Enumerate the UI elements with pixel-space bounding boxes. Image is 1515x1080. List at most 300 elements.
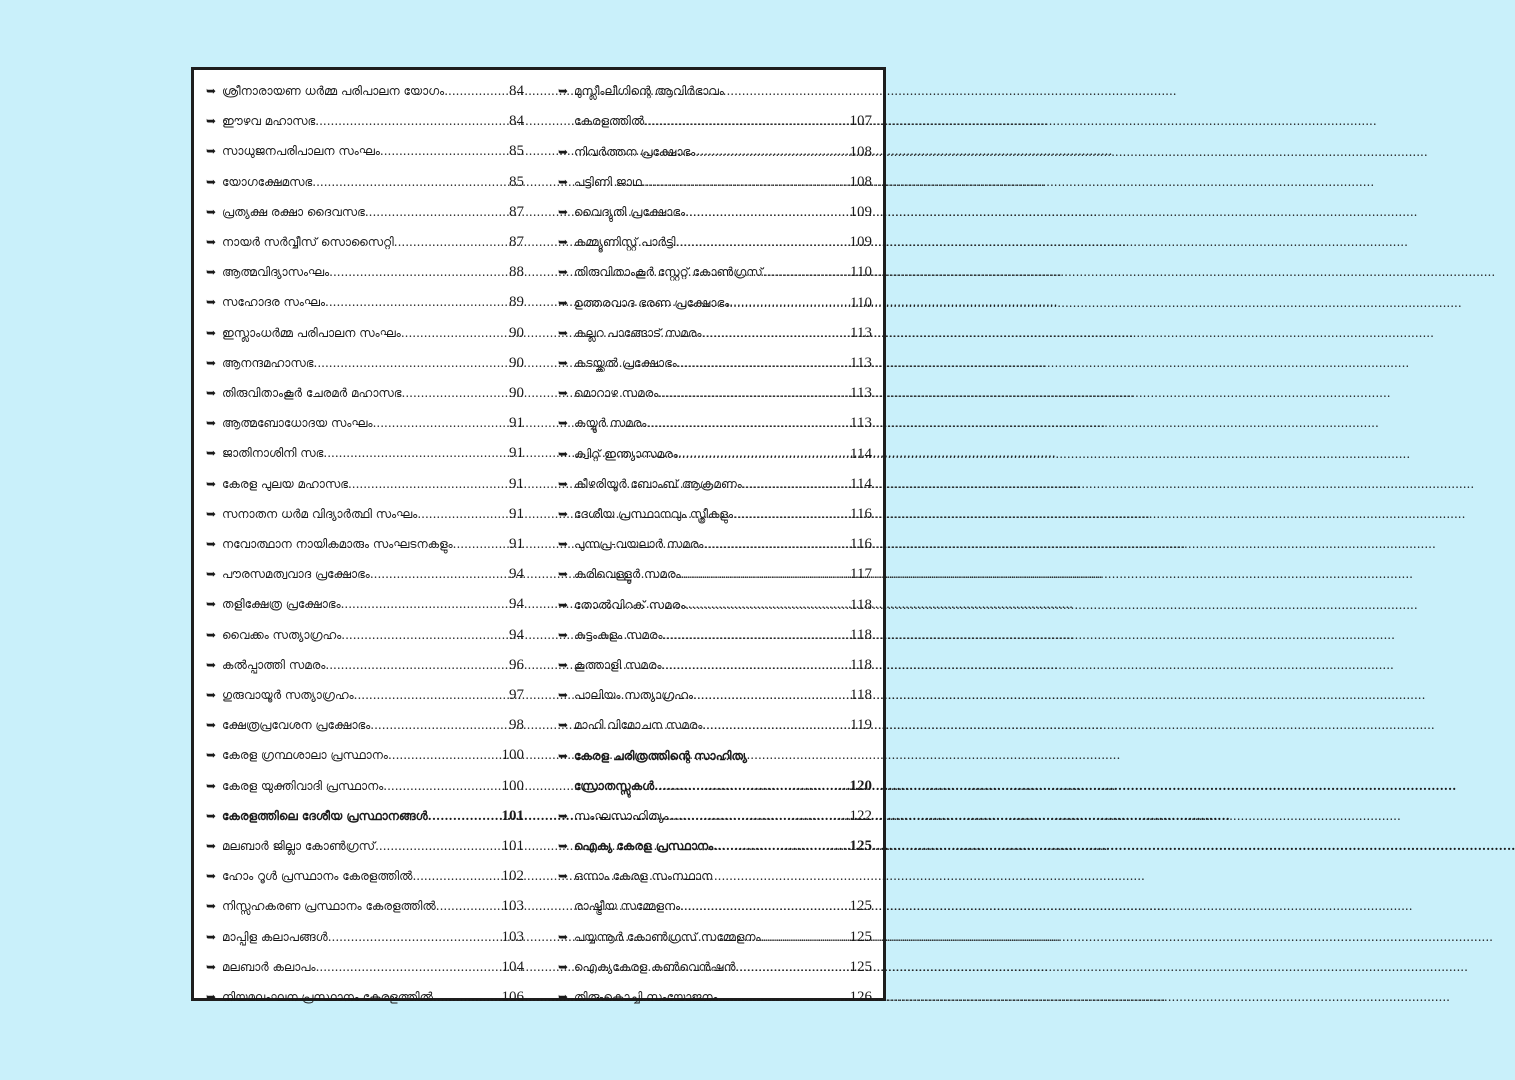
toc-page-number: 90: [509, 354, 524, 371]
arrow-bullet-icon: ➥: [558, 537, 569, 552]
toc-entry: [558, 657, 872, 673]
toc-page-number: 91: [509, 475, 524, 492]
arrow-bullet-icon: ➥: [558, 355, 569, 370]
dot-leader: [668, 808, 848, 824]
toc-entry-title: സനാതന ധർമ വിദ്യാർത്ഥി സംഘം: [222, 506, 418, 521]
arrow-bullet-icon: ➥: [206, 778, 217, 793]
arrow-bullet-icon: ➥: [206, 718, 217, 733]
toc-entry-title: തിരുവിതാംകൂർ ചേരമർ മഹാസഭ: [222, 386, 402, 400]
toc-page-number: 84: [509, 83, 524, 99]
toc-entry: [206, 989, 524, 1005]
toc-page-number: 100: [501, 777, 524, 794]
toc-entry: [206, 536, 524, 552]
toc-entry-title: പുന്നപ്ര-വയലാർ സമരം: [574, 537, 704, 552]
dot-leader: [654, 778, 848, 794]
toc-entry: [558, 989, 872, 1005]
toc-page-number: 90: [509, 324, 524, 341]
toc-page-number: 94: [509, 566, 524, 583]
toc-entry-title: കയ്യൂർ സമരം: [574, 416, 647, 431]
toc-page-number: 88: [509, 264, 524, 281]
toc-entry-title: കല്ലറ പാങ്ങോട് സമരം: [574, 325, 702, 340]
toc-page-number: 87: [509, 203, 524, 220]
arrow-bullet-icon: ➥: [206, 899, 217, 914]
toc-entry: [206, 83, 524, 99]
toc-entry: [206, 717, 524, 733]
toc-entry-title: കൽപ്പാത്തി സമരം: [222, 657, 326, 672]
toc-entry: [558, 355, 872, 371]
toc-entry: [558, 717, 872, 733]
arrow-bullet-icon: ➥: [558, 869, 569, 884]
dot-leader: [417, 506, 508, 522]
arrow-bullet-icon: ➥: [558, 839, 569, 854]
toc-page-number: 118: [850, 626, 872, 643]
dot-leader: [329, 264, 508, 280]
toc-entry: [558, 144, 872, 160]
arrow-bullet-icon: ➥: [206, 114, 217, 129]
arrow-bullet-icon: ➥: [206, 446, 217, 461]
toc-page-number: 125: [849, 959, 872, 976]
dot-leader: [433, 989, 501, 1005]
toc-entry-title: മാഹി വിമോചന സമരം: [574, 718, 703, 733]
dot-leader: [695, 144, 848, 160]
toc-entry: [206, 566, 524, 582]
arrow-bullet-icon: ➥: [558, 809, 569, 823]
dot-leader: [412, 868, 500, 884]
arrow-bullet-icon: ➥: [206, 506, 217, 521]
toc-page-number: 122: [849, 808, 872, 824]
toc-entry-title: നിസ്സഹകരണ പ്രസ്ഥാനം കേരളത്തിൽ: [222, 899, 436, 914]
arrow-bullet-icon: ➥: [558, 144, 569, 159]
toc-entry-title: വൈദ്യുതി പ്രക്ഷോഭം: [574, 204, 686, 219]
toc-entry-title: ഈഴവ മഹാസഭ: [222, 114, 316, 129]
dot-leader: [702, 717, 849, 733]
toc-page-number: 96: [509, 656, 524, 673]
arrow-bullet-icon: ➥: [206, 295, 217, 310]
arrow-bullet-icon: ➥: [558, 567, 569, 582]
toc-page-number: 89: [509, 294, 524, 311]
toc-entry: [558, 687, 872, 703]
dot-leader: [375, 838, 500, 854]
toc-page-number: 126: [849, 989, 872, 1006]
arrow-bullet-icon: ➥: [206, 688, 217, 702]
toc-entry: [206, 596, 524, 612]
toc-entry: [558, 868, 872, 914]
arrow-bullet-icon: ➥: [558, 325, 569, 340]
toc-entry-title: കൂത്താളി സമരം: [574, 657, 662, 672]
dot-leader: [713, 838, 848, 854]
dot-leader: [402, 385, 508, 401]
toc-entry: [206, 778, 524, 794]
toc-page-number: 85: [509, 143, 524, 160]
arrow-bullet-icon: ➥: [206, 325, 217, 340]
toc-page-number: 91: [509, 505, 524, 522]
toc-page-number: 104: [501, 958, 524, 975]
toc-page-number: 87: [509, 234, 524, 250]
toc-entry: [206, 325, 524, 341]
dot-leader: [370, 566, 508, 582]
toc-entry-title: മലബാർ കലാപം: [222, 959, 316, 974]
toc-page-number: 110: [850, 264, 872, 281]
toc-entry-title: നിവർത്തന പ്രക്ഷോഭം: [574, 144, 696, 159]
toc-entry: [206, 898, 524, 914]
toc-page-number: 125: [849, 928, 872, 945]
toc-entry: [206, 234, 524, 250]
arrow-bullet-icon: ➥: [558, 718, 569, 733]
toc-entry-title: കീഴരിയൂർ ബോംബ് ആക്രമണം: [574, 476, 742, 491]
toc-entry-title: ഹോം റൂൾ പ്രസ്ഥാനം കേരളത്തിൽ: [222, 869, 413, 884]
toc-entry: [206, 445, 524, 461]
toc-entry-title: കേരള ഗ്രന്ഥശാലാ പ്രസ്ഥാനം: [222, 748, 388, 763]
arrow-bullet-icon: ➥: [558, 657, 569, 672]
dot-leader: [661, 657, 849, 673]
toc-page-number: 113: [850, 324, 872, 341]
toc-entry: [558, 748, 872, 794]
arrow-bullet-icon: ➥: [558, 235, 569, 250]
toc-entry-title: ഇസ്ലാംധർമ്മ പരിപാലന സംഘം: [222, 325, 401, 340]
dot-leader: [453, 536, 508, 552]
toc-page-number: 102: [501, 868, 524, 885]
dot-leader: [312, 174, 508, 190]
toc-entry-title: പട്ടിണി ജാഥ: [574, 174, 642, 189]
dot-leader: [681, 566, 849, 582]
arrow-bullet-icon: ➥: [206, 476, 217, 491]
toc-page-number: 91: [509, 445, 524, 462]
toc-entry-title: കടയ്ക്കൽ പ്രക്ഷോഭം: [574, 355, 677, 370]
arrow-bullet-icon: ➥: [206, 386, 217, 400]
toc-page-number: 91: [509, 415, 524, 432]
toc-page-number: 113: [850, 354, 872, 371]
toc-entry-title: പയ്യന്നൂർ കോൺഗ്രസ് സമ്മേളനം: [574, 929, 761, 944]
toc-entry: [206, 838, 524, 854]
toc-entry-title: ഐക്യ കേരള പ്രസ്ഥാനം: [574, 839, 714, 854]
dot-leader: [680, 898, 848, 914]
toc-entry-title: ആനന്ദമഹാസഭ: [222, 355, 314, 370]
arrow-bullet-icon: ➥: [206, 869, 217, 884]
dot-leader: [677, 355, 849, 371]
dot-leader: [341, 627, 508, 643]
toc-entry: [558, 446, 872, 462]
toc-entry-title: നവോത്ഥാന നായികമാരും സംഘടനകളും: [222, 537, 453, 551]
arrow-bullet-icon: ➥: [558, 929, 569, 944]
toc-entry: [558, 959, 872, 975]
toc-entry: [206, 476, 524, 492]
toc-page-number: 97: [509, 687, 524, 703]
toc-entry: [206, 687, 524, 703]
toc-entry: [206, 264, 524, 280]
toc-page-number: 107: [849, 113, 872, 129]
toc-entry-title: ആത്മവിദ്യാസംഘം: [222, 265, 330, 280]
dot-leader: [365, 204, 508, 220]
toc-page-number: 109: [849, 203, 872, 220]
arrow-bullet-icon: ➥: [558, 416, 569, 431]
dot-leader: [348, 476, 508, 492]
arrow-bullet-icon: ➥: [206, 839, 217, 853]
toc-page-number: 118: [850, 596, 872, 613]
toc-entry: [558, 808, 872, 824]
arrow-bullet-icon: ➥: [206, 204, 217, 219]
toc-entry: [206, 959, 524, 975]
dot-leader: [642, 174, 849, 190]
toc-entry: [558, 204, 872, 220]
toc-entry-title: ഒന്നാം കേരള സംസ്ഥാന: [574, 869, 713, 884]
toc-entry: [206, 294, 524, 310]
toc-page-number: 120: [849, 777, 872, 794]
toc-entry: [558, 627, 872, 643]
arrow-bullet-icon: ➥: [206, 657, 217, 672]
toc-entry: [558, 234, 872, 250]
toc-entry: [558, 476, 872, 492]
toc-entry-title: സഹോദര സംഘം: [222, 295, 326, 310]
toc-page-number: 84: [509, 113, 524, 130]
toc-entry: [558, 295, 872, 311]
toc-entry-title: യോഗക്ഷേമസഭ: [222, 174, 313, 189]
toc-entry-title: സാധുജനപരിപാലന സംഘം: [222, 144, 380, 159]
dot-leader: [315, 113, 508, 129]
dot-leader: [436, 898, 501, 914]
dot-leader: [703, 536, 849, 552]
dot-leader: [644, 113, 848, 129]
toc-entry: [558, 566, 872, 582]
toc-entry: [206, 868, 524, 884]
toc-entry-title: ഐക്യകേരള കൺവെൻഷൻ: [574, 960, 736, 975]
toc-page-number: 114: [850, 445, 872, 462]
toc-entry: [558, 325, 872, 341]
toc-page-number: 100: [501, 747, 524, 764]
toc-entry-title: പൗരസമത്വവാദ പ്രക്ഷോഭം: [222, 567, 370, 582]
dot-leader: [718, 989, 849, 1005]
toc-page-number: 98: [509, 717, 524, 734]
arrow-bullet-icon: ➥: [206, 355, 217, 370]
dot-leader: [736, 959, 849, 975]
toc-page-number: 108: [849, 173, 872, 190]
dot-leader: [702, 325, 850, 341]
dot-leader: [444, 83, 508, 99]
toc-entry-title: സംഘസാഹിത്യം: [574, 809, 669, 823]
toc-page-number: 119: [850, 717, 872, 734]
dot-leader: [316, 959, 501, 975]
arrow-bullet-icon: ➥: [206, 537, 217, 551]
toc-entry-title: തിരുവിതാംകൂർ സ്റ്റേറ്റ് കോൺഗ്രസ്: [574, 265, 763, 280]
toc-page-number: 94: [509, 626, 524, 643]
arrow-bullet-icon: ➥: [558, 204, 569, 219]
toc-entry: [206, 808, 524, 824]
dot-leader: [646, 415, 849, 431]
toc-left-column: [194, 70, 536, 1005]
toc-entry: [206, 627, 524, 643]
toc-entry-title: പാലിയം സത്യാഗ്രഹം: [574, 688, 694, 703]
toc-page-number: 101: [501, 838, 524, 854]
arrow-bullet-icon: ➥: [558, 446, 569, 461]
toc-entry-title-continued: കേരളത്തിൽ: [574, 114, 645, 128]
toc-entry-title: കേരള പുലയ മഹാസഭ: [222, 476, 348, 491]
toc-page-number: 90: [509, 385, 524, 401]
dot-leader: [325, 657, 508, 673]
dot-leader: [761, 929, 849, 945]
dot-leader: [763, 264, 849, 280]
dot-leader: [325, 294, 508, 310]
toc-page-number: 125: [849, 898, 872, 915]
toc-page-number: 125: [849, 838, 872, 855]
dot-leader: [354, 687, 508, 703]
toc-entry-title: കേരള ചരിത്രത്തിന്റെ സാഹിത്യ: [574, 748, 747, 763]
arrow-bullet-icon: ➥: [558, 597, 569, 612]
toc-entry: [558, 597, 872, 613]
toc-page-number: 113: [850, 415, 872, 432]
toc-entry-title: കേരളത്തിലെ ദേശീയ പ്രസ്ഥാനങ്ങൾ: [222, 808, 428, 823]
toc-entry-title: ക്വിറ്റ് ഇന്ത്യാസമരം: [574, 446, 678, 461]
toc-entry: [206, 385, 524, 401]
arrow-bullet-icon: ➥: [558, 386, 569, 401]
toc-page-number: 114: [850, 475, 872, 492]
toc-page-number: 116: [850, 505, 872, 522]
dot-leader: [685, 597, 849, 613]
table-of-contents-page: [191, 67, 886, 1006]
toc-entry: [206, 657, 524, 673]
toc-right-column: [544, 70, 884, 1006]
toc-page-number: 109: [849, 234, 872, 251]
toc-page-number: 110: [850, 294, 872, 311]
dot-leader: [663, 627, 849, 643]
arrow-bullet-icon: ➥: [558, 84, 569, 98]
arrow-bullet-icon: ➥: [558, 476, 569, 491]
toc-entry: [206, 174, 524, 190]
toc-entry: [206, 415, 524, 431]
toc-entry: [206, 113, 524, 129]
toc-entry: [558, 174, 872, 190]
toc-entry-title: പ്രത്യക്ഷ രക്ഷാ ദൈവസഭ: [222, 204, 365, 219]
toc-entry-title: ശ്രീനാരായണ ധർമ്മ പരിപാലന യോഗം: [222, 84, 445, 98]
toc-entry: [558, 838, 872, 854]
toc-page-number: 101: [501, 807, 524, 824]
toc-entry-title: ആത്മബോധോദയ സംഘം: [222, 416, 373, 431]
arrow-bullet-icon: ➥: [206, 808, 217, 823]
toc-entry: [558, 83, 872, 129]
toc-entry: [206, 747, 524, 763]
arrow-bullet-icon: ➥: [206, 748, 217, 763]
toc-entry-title: ക്ഷേത്രപ്രവേശന പ്രക്ഷോഭം: [222, 718, 371, 733]
dot-leader: [685, 204, 848, 220]
dot-leader: [742, 476, 849, 492]
arrow-bullet-icon: ➥: [558, 688, 569, 703]
dot-leader: [373, 415, 508, 431]
dot-leader: [328, 929, 501, 945]
toc-entry: [206, 929, 524, 945]
toc-entry-title: കരിവെള്ളൂർ സമരം: [574, 567, 681, 582]
toc-entry-title: ഗുരുവായൂർ സത്യാഗ്രഹം: [222, 688, 354, 702]
toc-page-number: 85: [509, 173, 524, 190]
arrow-bullet-icon: ➥: [558, 960, 569, 975]
toc-entry-title: തളിക്ഷേത്ര പ്രക്ഷോഭം: [222, 597, 341, 612]
dot-leader: [394, 234, 508, 250]
arrow-bullet-icon: ➥: [206, 627, 217, 642]
toc-entry-title-continued: രാഷ്ട്രീയ സമ്മേളനം: [574, 899, 681, 914]
dot-leader: [380, 143, 508, 159]
arrow-bullet-icon: ➥: [558, 295, 569, 310]
toc-entry-title: കേരള യുക്തിവാദി പ്രസ്ഥാനം: [222, 778, 384, 793]
toc-page-number: 103: [501, 928, 524, 945]
arrow-bullet-icon: ➥: [206, 959, 217, 974]
arrow-bullet-icon: ➥: [206, 567, 217, 582]
toc-page-number: 118: [850, 687, 872, 704]
arrow-bullet-icon: ➥: [558, 748, 569, 763]
toc-entry: [206, 204, 524, 220]
toc-entry: [558, 506, 872, 522]
toc-page-number: 113: [850, 385, 872, 402]
dot-leader: [388, 747, 501, 763]
toc-entry-title: തിരു-കൊച്ചി സംയോജനം: [574, 990, 718, 1005]
dot-leader: [729, 295, 849, 311]
dot-leader: [341, 596, 508, 612]
dot-leader: [693, 687, 849, 703]
toc-page-number: 91: [509, 536, 524, 552]
toc-page-number: 103: [501, 898, 524, 915]
toc-page-number: 116: [850, 536, 872, 553]
toc-entry: [558, 415, 872, 431]
dot-leader: [314, 355, 509, 371]
dot-leader: [383, 778, 500, 794]
toc-page-number: 94: [509, 596, 524, 613]
dot-leader: [428, 808, 501, 824]
toc-page-number: 108: [849, 143, 872, 160]
toc-entry: [558, 264, 872, 280]
toc-page-number: 117: [850, 566, 872, 583]
arrow-bullet-icon: ➥: [206, 929, 217, 944]
dot-leader: [370, 717, 508, 733]
toc-entry-title: ദേശീയ പ്രസ്ഥാനവും സ്ത്രീകളും: [574, 506, 734, 521]
dot-leader: [676, 234, 849, 250]
dot-leader: [733, 506, 849, 522]
toc-entry: [558, 536, 872, 552]
toc-entry-title: കമ്മ്യൂണിസ്റ്റ് പാർട്ടി: [574, 235, 676, 250]
arrow-bullet-icon: ➥: [206, 597, 217, 612]
dot-leader: [678, 446, 849, 462]
toc-entry-title: വൈക്കം സത്യാഗ്രഹം: [222, 627, 342, 642]
toc-entry-title: തോൽവിറക് സമരം: [574, 597, 686, 612]
arrow-bullet-icon: ➥: [558, 506, 569, 521]
toc-entry-title: നിയമലംഘന പ്രസ്ഥാനം കേരളത്തിൽ: [222, 990, 433, 1004]
toc-entry-title: മൊറാഴ സമരം: [574, 386, 659, 401]
toc-entry-title: കുട്ടംകുളം സമരം: [574, 627, 663, 642]
toc-page-number: 106: [501, 989, 524, 1005]
toc-entry-title: മലബാർ ജില്ലാ കോൺഗ്രസ്: [222, 839, 376, 853]
arrow-bullet-icon: ➥: [558, 265, 569, 280]
arrow-bullet-icon: ➥: [558, 174, 569, 189]
toc-entry-title: മുസ്ലീംലീഗിന്റെ ആവിർഭാവം: [574, 84, 724, 98]
arrow-bullet-icon: ➥: [206, 235, 217, 249]
arrow-bullet-icon: ➥: [558, 627, 569, 642]
toc-entry: [206, 355, 524, 371]
toc-entry-title: മാപ്പിള കലാപങ്ങൾ: [222, 929, 328, 944]
arrow-bullet-icon: ➥: [206, 416, 217, 431]
toc-entry-title-continued: സ്രോതസ്സുകൾ: [574, 778, 655, 793]
dot-leader: [401, 325, 508, 341]
arrow-bullet-icon: ➥: [206, 144, 217, 159]
arrow-bullet-icon: ➥: [206, 265, 217, 280]
dot-leader: [323, 445, 508, 461]
arrow-bullet-icon: ➥: [206, 174, 217, 189]
toc-entry-title: ഉത്തരവാദ ഭരണ പ്രക്ഷോഭം: [574, 295, 730, 310]
toc-page-number: 118: [850, 656, 872, 673]
arrow-bullet-icon: ➥: [558, 990, 569, 1005]
toc-entry-title: നായർ സർവ്വീസ് സൊസൈറ്റി: [222, 235, 394, 249]
toc-entry: [206, 143, 524, 159]
toc-entry: [558, 929, 872, 945]
toc-entry: [558, 385, 872, 401]
arrow-bullet-icon: ➥: [206, 990, 217, 1004]
dot-leader: [658, 385, 849, 401]
arrow-bullet-icon: ➥: [206, 84, 217, 98]
toc-entry-title: ജാതിനാശിനി സഭ: [222, 446, 324, 461]
